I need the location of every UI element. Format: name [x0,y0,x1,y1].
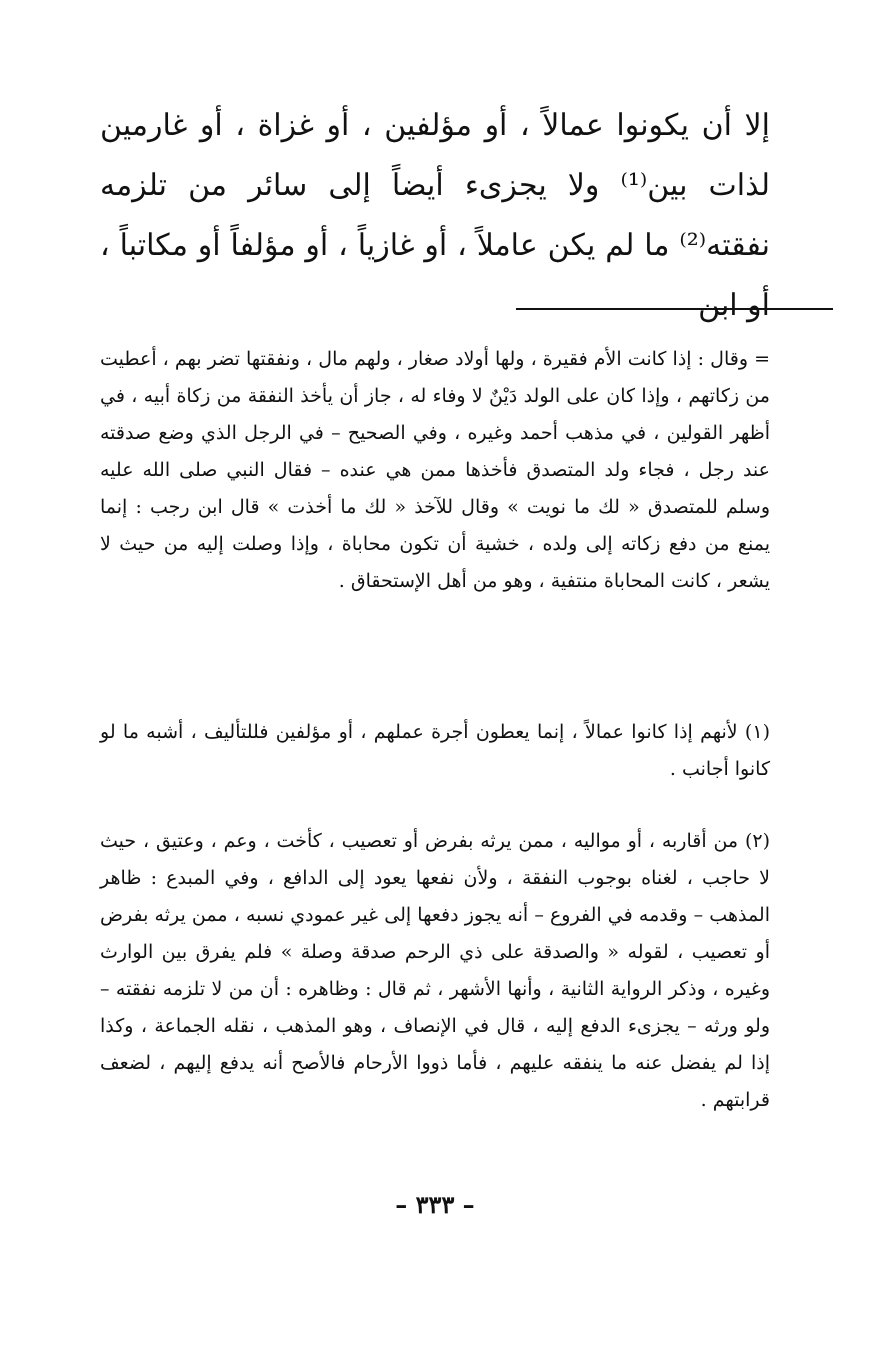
footnote-1-text: (١) لأنهم إذا كانوا عمالاً ، إنما يعطون أجرة عملهم ، أو مؤلفين فللتأليف ، أشبه ما لو كانوا أجانب . [100,721,770,780]
footnote-continuation [100,341,770,600]
footnote-1 [100,714,770,788]
main-text-block [100,96,770,336]
page-number: – ٣٣٣ – [395,1190,475,1219]
footnote-separator [516,308,833,310]
footnote-continuation-text: = وقال : إذا كانت الأم فقيرة ، ولها أولاد صغار ، ولهم مال ، ونفقتها تضر بهم ، أعطيت من زكاتهم ، وإذا كان على الولد دَيْنٌ لا وفاء له ، جاز أن يأخذ النفقة من زكاة أبيه ، في أظهر القولين ، في مذهب أحمد وغيره ، وفي الصحيح – في الرجل الذي وضع صدقته عند رجل ، فجاء ولد المتصدق فأخذها ممن هي عنده – فقال النبي صلى الله عليه وسلم للمتصدق « لك ما نويت » وقال للآخذ « لك ما أخذت » قال ابن رجب : إنما يمنع من دفع زكاته إلى ولده ، خشية أن تكون محاباة ، وإذا وصلت إليه من حيث لا يشعر ، كانت المحاباة منتفية ، وهو من أهل الإستحقاق . [100,348,770,592]
footnote-2 [100,823,770,1119]
footnote-2-text: (٢) من أقاربه ، أو مواليه ، ممن يرثه بفرض أو تعصيب ، كأخت ، وعم ، وعتيق ، حيث لا حاجب ، لغناه بوجوب النفقة ، ولأن نفعها يعود إلى الدافع ، وفي المبدع : ظاهر المذهب – وقدمه في الفروع – أنه يجوز دفعها إلى غير عمودي نسبه ، ممن يرثه بفرض أو تعصيب ، لقوله « والصدقة على ذي الرحم صدقة وصلة » فلم يفرق بين الوارث وغيره ، وذكر الرواية الثانية ، وأنها الأشهر ، ثم قال : وظاهره : أن من لا تلزمه نفقته – ولو ورثه – يجزىء الدفع إليه ، قال في الإنصاف ، وهو المذهب ، نقله الجماعة ، وكذا إذا لم يفضل عنه ما ينفقه عليهم ، فأما ذووا الأرحام فالأصح أنه يدفع إليهم ، لضعف قرابتهم . [100,830,770,1111]
main-paragraph: إلا أن يكونوا عمالاً ، أو مؤلفين ، أو غزاة ، أو غارمين لذات بين⁽¹⁾ ولا يجزىء أيضاً إلى سائر من تلزمه نفقته⁽²⁾ ما لم يكن عاملاً ، أو غازياً ، أو مؤلفاً أو مكاتباً ، أو ابن [100,108,771,323]
